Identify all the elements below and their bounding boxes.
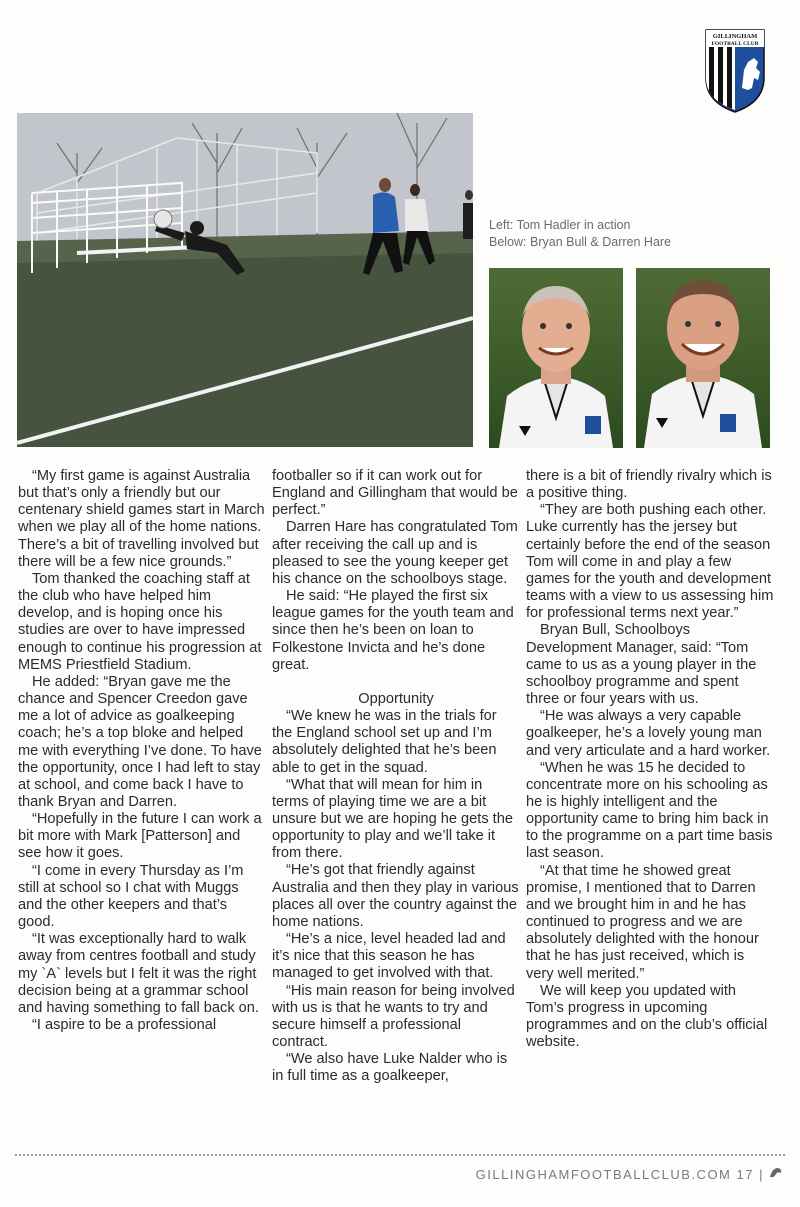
- club-crest-logo: [704, 28, 766, 114]
- footer-page-number: 17: [736, 1167, 754, 1182]
- paragraph: “I aspire to be a professional: [32, 1017, 217, 1033]
- photo-captions: [489, 217, 671, 251]
- article-column-2: [272, 468, 520, 1085]
- article-column-3: [526, 468, 774, 1051]
- paragraph: “We also have Luke Nalder who is in full time as a goalkeeper,: [272, 1051, 508, 1085]
- paragraph: Darren Hare has congratulated Tom after receiving the call up and is pleased to see the young keeper get his chance on the schoolboys stage.: [272, 519, 518, 587]
- headshot-bryan-bull-illustration: [489, 268, 623, 448]
- paragraph: there is a bit of friendly rivalry which is a positive thing.: [526, 468, 772, 502]
- paragraph: Bryan Bull, Schoolboys Development Manager, said: “Tom came to us as a young player in the schoolboy programme and spent three or four years with us.: [526, 622, 757, 708]
- paragraph: “At that time he showed great promise, I mentioned that to Darren and we brought him in and he has continued to progress and we are absolutely delighted with the honour that he has just received, which is very well merited.”: [526, 862, 759, 982]
- headshot-darren-hare: [636, 268, 770, 448]
- club-mini-logo-icon: [768, 1165, 784, 1181]
- paragraph: “What that will mean for him in terms of playing time we are a bit unsure but we are hoping he gets the opportunity to play and we’ll take it from there.: [272, 776, 513, 862]
- crest-text-1: GILLINGHAM: [712, 33, 758, 40]
- crest-text-2: FOOTBALL CLUB: [711, 41, 759, 47]
- footer-site: GILLINGHAMFOOTBALLCLUB.COM: [475, 1167, 732, 1182]
- paragraph: “When he was 15 he decided to concentrate more on his schooling as he is highly intelligent and the opportunity came to bring him back in to the programme on a part time basis last season.: [526, 759, 773, 862]
- paragraph: “He’s a nice, level headed lad and it’s nice that this season he has managed to get involved with that.: [272, 931, 506, 982]
- paragraph: He added: “Bryan gave me the chance and Spencer Creedon gave me a lot of advice as goalkeeping coach; he’s a top bloke and helped me with everything I’ve done. To have the opportunity, once I had left to stay at school, and come back I have to thank Bryan and Darren.: [18, 673, 262, 810]
- paragraph: “He was always a very capable goalkeeper, he’s a lovely young man and very articulate and a hard worker.: [526, 708, 771, 759]
- paragraph: “They are both pushing each other. Luke currently has the jersey but certainly before the end of the season Tom will come in and play a few games for the youth and development teams with a view to us assessing him for professional terms next year.”: [526, 502, 774, 622]
- subheading-opportunity: Opportunity: [358, 690, 434, 707]
- page-footer: [476, 1167, 764, 1182]
- match-photo: [17, 113, 473, 447]
- paragraph: “It was exceptionally hard to walk away from centres football and study my `A` levels but I felt it was the right decision being at a grammar school and having something to fall back on.: [18, 931, 259, 1016]
- headshot-darren-hare-illustration: [636, 268, 770, 448]
- paragraph: footballer so if it can work out for England and Gillingham that would be perfect.”: [272, 468, 518, 519]
- paragraph: “I come in every Thursday as I’m still at school so I chat with Muggs and the other keepers and that’s good.: [18, 862, 244, 931]
- paragraph: “My first game is against Australia but that’s only a friendly but our centenary shield games start in March when we play all of the home nations. There’s a bit of travelling involved but there will be a few nice grounds.”: [18, 468, 265, 570]
- caption-below: Below: Bryan Bull & Darren Hare: [489, 235, 672, 249]
- paragraph: “We knew he was in the trials for the England school set up and I’m absolutely delighted that he’s been able to get in the squad.: [272, 708, 497, 776]
- match-photo-illustration: [17, 113, 473, 447]
- paragraph: We will keep you updated with Tom’s progress in upcoming programmes and on the club’s official website.: [526, 982, 768, 1051]
- paragraph: Tom thanked the coaching staff at the club who have helped him develop, and is hoping once his studies are over to have impressed enough to continue his progression at MEMS Priestfield Stadium.: [18, 570, 262, 673]
- footer-divider: [15, 1154, 785, 1156]
- article-column-1: [18, 468, 266, 1034]
- headshot-bryan-bull: [489, 268, 623, 448]
- paragraph: “Hopefully in the future I can work a bit more with Mark [Patterson] and see how it goes.: [18, 811, 262, 862]
- footer-separator: |: [759, 1167, 764, 1182]
- caption-left: Left: Tom Hadler in action: [489, 218, 631, 232]
- paragraph: “He’s got that friendly against Australia and then they play in various places all over the country against the home nations.: [272, 862, 519, 930]
- paragraph: “His main reason for being involved with us is that he wants to try and secure himself a professional contract.: [272, 982, 515, 1050]
- paragraph: He said: “He played the first six league games for the youth team and since then he’s been on loan to Folkestone Invicta and he’s done great.: [272, 588, 514, 673]
